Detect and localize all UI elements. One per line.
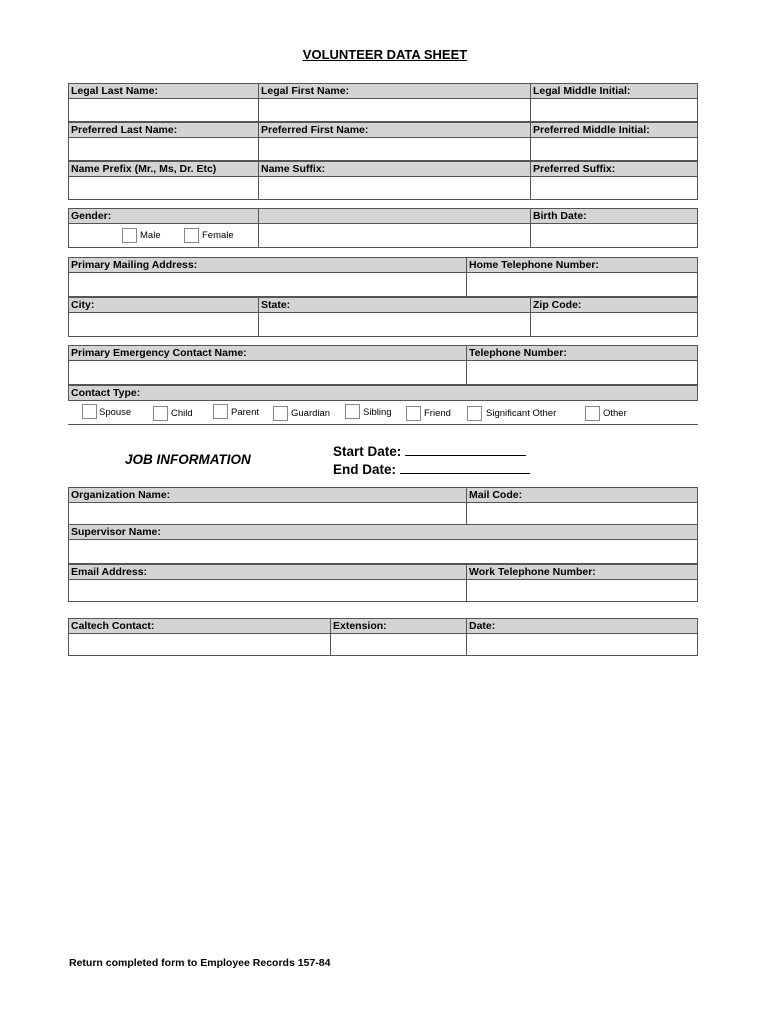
end-date-line bbox=[333, 461, 530, 477]
preferred-last-name-field[interactable] bbox=[68, 138, 259, 161]
legal-last-name-field[interactable] bbox=[68, 99, 259, 122]
legal-first-name-field[interactable] bbox=[258, 99, 531, 122]
preferred-suffix-field[interactable] bbox=[530, 177, 698, 200]
preferred-first-name-label: Preferred First Name: bbox=[258, 122, 531, 138]
name-prefix-field[interactable] bbox=[68, 177, 259, 200]
spouse-checkbox[interactable] bbox=[82, 404, 97, 419]
state-field[interactable] bbox=[258, 313, 531, 337]
extension-field[interactable] bbox=[330, 634, 467, 656]
female-checkbox[interactable] bbox=[184, 228, 199, 243]
legal-first-name-label: Legal First Name: bbox=[258, 83, 531, 99]
legal-middle-initial-label: Legal Middle Initial: bbox=[530, 83, 698, 99]
spouse-label: Spouse bbox=[99, 407, 132, 418]
date-label: Date: bbox=[466, 618, 698, 634]
email-address-label: Email Address: bbox=[68, 564, 467, 580]
significant-other-label: Significant Other bbox=[486, 408, 557, 419]
child-checkbox[interactable] bbox=[153, 406, 168, 421]
blank-header bbox=[258, 208, 531, 224]
job-information-heading: JOB INFORMATION bbox=[125, 452, 251, 467]
guardian-checkbox[interactable] bbox=[273, 406, 288, 421]
parent-label: Parent bbox=[231, 407, 259, 418]
legal-middle-initial-field[interactable] bbox=[530, 99, 698, 122]
child-label: Child bbox=[171, 408, 193, 419]
home-telephone-label: Home Telephone Number: bbox=[466, 257, 698, 273]
contact-type-options bbox=[68, 401, 698, 425]
guardian-label: Guardian bbox=[291, 408, 331, 419]
friend-checkbox[interactable] bbox=[406, 406, 421, 421]
mailing-address-label: Primary Mailing Address: bbox=[68, 257, 467, 273]
friend-label: Friend bbox=[424, 408, 451, 419]
city-field[interactable] bbox=[68, 313, 259, 337]
work-telephone-field[interactable] bbox=[466, 580, 698, 602]
work-telephone-label: Work Telephone Number: bbox=[466, 564, 698, 580]
birth-date-label: Birth Date: bbox=[530, 208, 698, 224]
caltech-contact-label: Caltech Contact: bbox=[68, 618, 331, 634]
home-telephone-field[interactable] bbox=[466, 273, 698, 297]
other-label: Other bbox=[603, 408, 627, 419]
contact-type-label: Contact Type: bbox=[68, 385, 698, 401]
mail-code-label: Mail Code: bbox=[466, 487, 698, 503]
name-prefix-label: Name Prefix (Mr., Ms, Dr. Etc) bbox=[68, 161, 259, 177]
male-checkbox[interactable] bbox=[122, 228, 137, 243]
start-date-label: Start Date: bbox=[333, 444, 402, 459]
footer-note: Return completed form to Employee Records 157-84 bbox=[69, 957, 331, 969]
supervisor-name-field[interactable] bbox=[68, 540, 698, 564]
organization-name-field[interactable] bbox=[68, 503, 467, 525]
name-suffix-field[interactable] bbox=[258, 177, 531, 200]
emergency-contact-field[interactable] bbox=[68, 361, 467, 385]
extension-label: Extension: bbox=[330, 618, 467, 634]
preferred-last-name-label: Preferred Last Name: bbox=[68, 122, 259, 138]
parent-checkbox[interactable] bbox=[213, 404, 228, 419]
start-date-line bbox=[333, 443, 526, 459]
birth-date-field[interactable] bbox=[530, 224, 698, 248]
male-label: Male bbox=[140, 230, 161, 241]
organization-name-label: Organization Name: bbox=[68, 487, 467, 503]
mailing-address-field[interactable] bbox=[68, 273, 467, 297]
other-checkbox[interactable] bbox=[585, 406, 600, 421]
supervisor-name-label: Supervisor Name: bbox=[68, 524, 698, 540]
sibling-checkbox[interactable] bbox=[345, 404, 360, 419]
gender-field bbox=[68, 224, 259, 248]
state-label: State: bbox=[258, 297, 531, 313]
end-date-field[interactable] bbox=[400, 461, 530, 474]
sibling-label: Sibling bbox=[363, 407, 392, 418]
email-address-field[interactable] bbox=[68, 580, 467, 602]
emergency-telephone-label: Telephone Number: bbox=[466, 345, 698, 361]
zip-code-field[interactable] bbox=[530, 313, 698, 337]
preferred-suffix-label: Preferred Suffix: bbox=[530, 161, 698, 177]
page-title: VOLUNTEER DATA SHEET bbox=[302, 47, 468, 62]
preferred-middle-initial-label: Preferred Middle Initial: bbox=[530, 122, 698, 138]
name-suffix-label: Name Suffix: bbox=[258, 161, 531, 177]
zip-code-label: Zip Code: bbox=[530, 297, 698, 313]
preferred-middle-initial-field[interactable] bbox=[530, 138, 698, 161]
emergency-telephone-field[interactable] bbox=[466, 361, 698, 385]
preferred-first-name-field[interactable] bbox=[258, 138, 531, 161]
start-date-field[interactable] bbox=[405, 443, 526, 456]
gender-label: Gender: bbox=[68, 208, 259, 224]
significant-other-checkbox[interactable] bbox=[467, 406, 482, 421]
date-field[interactable] bbox=[466, 634, 698, 656]
mail-code-field[interactable] bbox=[466, 503, 698, 525]
blank-field[interactable] bbox=[258, 224, 531, 248]
emergency-contact-label: Primary Emergency Contact Name: bbox=[68, 345, 467, 361]
legal-last-name-label: Legal Last Name: bbox=[68, 83, 259, 99]
end-date-label: End Date: bbox=[333, 462, 397, 477]
city-label: City: bbox=[68, 297, 259, 313]
caltech-contact-field[interactable] bbox=[68, 634, 331, 656]
female-label: Female bbox=[202, 230, 234, 241]
